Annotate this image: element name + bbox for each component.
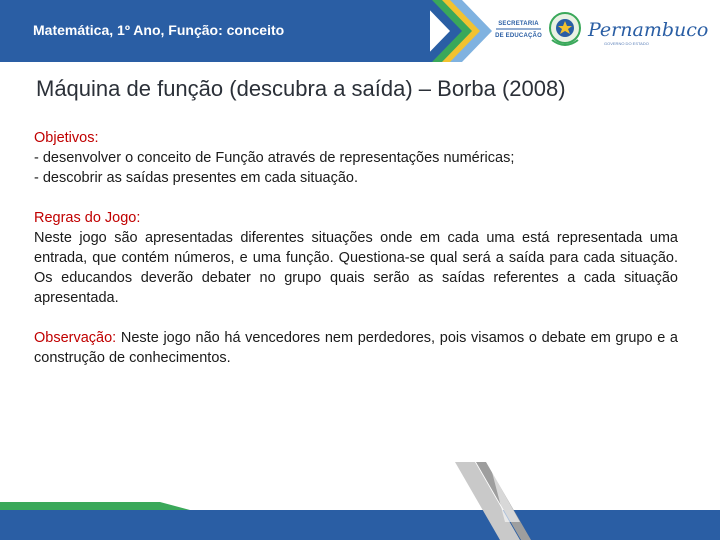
header-title: Matemática, 1º Ano, Função: conceito — [33, 22, 285, 38]
secretaria-line1: SECRETARIA — [498, 21, 539, 27]
pernambuco-logo — [586, 12, 709, 50]
secretaria-line2: DE EDUCAÇÃO — [495, 33, 542, 39]
pernambuco-logo-text: Pernambuco — [588, 19, 709, 41]
objectives-section — [34, 128, 678, 188]
rules-label: Regras do Jogo: — [34, 210, 141, 226]
rules-section — [34, 208, 678, 308]
chevron-arrows-icon — [420, 0, 500, 62]
secretaria-educacao-logo — [496, 17, 541, 43]
pernambuco-logo-tagline: GOVERNO DO ESTADO — [604, 41, 649, 46]
observation-section — [34, 328, 678, 368]
objectives-label: Objetivos: — [34, 130, 99, 146]
objective-item: - descobrir as saídas presentes em cada situação. — [34, 170, 358, 186]
header-bar — [0, 0, 430, 62]
slide-title: Máquina de função (descubra a saída) – Borba (2008) — [36, 76, 566, 101]
slide-header — [0, 0, 720, 62]
footer-decoration — [0, 462, 720, 540]
state-crest-icon — [548, 10, 582, 50]
observation-label: Observação: — [34, 330, 117, 346]
slide-body — [34, 128, 678, 368]
observation-text: Neste jogo não há vencedores nem perdedores, pois visamos o debate em grupo e a construção de conhecimentos. — [34, 330, 678, 366]
objective-item: - desenvolver o conceito de Função através de representações numéricas; — [34, 150, 515, 166]
rules-text: Neste jogo são apresentadas diferentes situações onde em cada uma está representada uma entrada, que contém números, e uma função. Questiona-se qual será a saída para cada situação. Os educandos deverão debater no grupo quais serão as saídas referentes a cada situação apresentada. — [34, 230, 678, 306]
